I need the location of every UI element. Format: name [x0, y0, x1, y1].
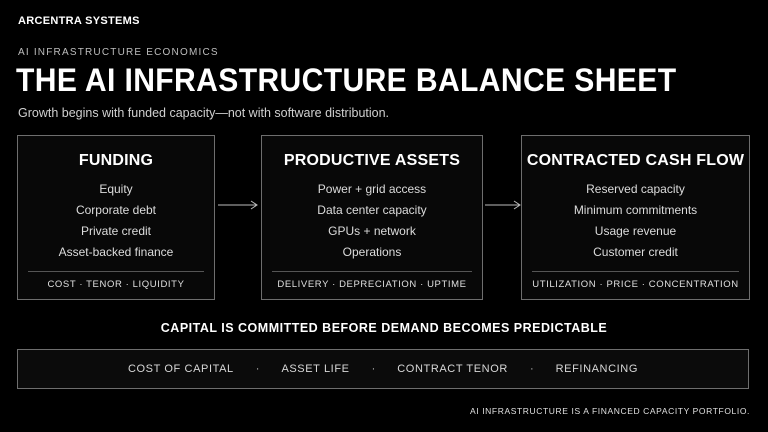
card-divider [28, 271, 204, 272]
arrow-icon [217, 199, 259, 211]
separator-dot: · [371, 363, 376, 375]
card-title: PRODUCTIVE ASSETS [283, 152, 461, 169]
arrow-icon [484, 199, 522, 211]
eyebrow-label: AI INFRASTRUCTURE ECONOMICS [18, 47, 219, 58]
card-item: Customer credit [593, 245, 678, 259]
page-title: THE AI INFRASTRUCTURE BALANCE SHEET [16, 62, 677, 98]
card-item: Corporate debt [75, 203, 157, 217]
card-footer: COST · TENOR · LIQUIDITY [47, 279, 185, 290]
card-item: Operations [342, 245, 402, 259]
separator-dot: · [255, 363, 260, 375]
footnote: AI INFRASTRUCTURE IS A FINANCED CAPACITY PORTFOLIO. [470, 406, 750, 416]
factor-label: CONTRACT TENOR [397, 363, 508, 375]
factor-label: ASSET LIFE [281, 363, 350, 375]
factor-label: REFINANCING [555, 363, 638, 375]
card-item: Power + grid access [317, 182, 427, 196]
factor-label: COST OF CAPITAL [127, 363, 234, 375]
card-footer: UTILIZATION · PRICE · CONCENTRATION [532, 279, 739, 290]
card-item: GPUs + network [328, 224, 416, 238]
productive-assets-card [261, 135, 483, 300]
contracted-cash-flow-card [521, 135, 750, 300]
card-item-list [522, 179, 749, 263]
key-statement: CAPITAL IS COMMITTED BEFORE DEMAND BECOMES PREDICTABLE [160, 321, 608, 335]
funding-card [17, 135, 215, 300]
card-title: FUNDING [78, 152, 154, 169]
risk-factor-bar [17, 349, 749, 389]
card-item: Usage revenue [594, 224, 677, 238]
card-item: Minimum commitments [573, 203, 698, 217]
card-title: CONTRACTED CASH FLOW [526, 152, 745, 169]
card-item: Reserved capacity [586, 182, 685, 196]
card-divider [532, 271, 739, 272]
card-item-list [18, 179, 214, 263]
card-item: Private credit [80, 224, 152, 238]
brand-name: ARCENTRA SYSTEMS [18, 15, 140, 27]
card-item: Data center capacity [317, 203, 427, 217]
card-divider [272, 271, 472, 272]
card-item: Asset-backed finance [58, 245, 174, 259]
card-item: Equity [99, 182, 133, 196]
separator-dot: · [529, 363, 534, 375]
page-subtitle: Growth begins with funded capacity—not with software distribution. [18, 106, 390, 120]
card-item-list [262, 179, 482, 263]
card-footer: DELIVERY · DEPRECIATION · UPTIME [277, 279, 467, 290]
